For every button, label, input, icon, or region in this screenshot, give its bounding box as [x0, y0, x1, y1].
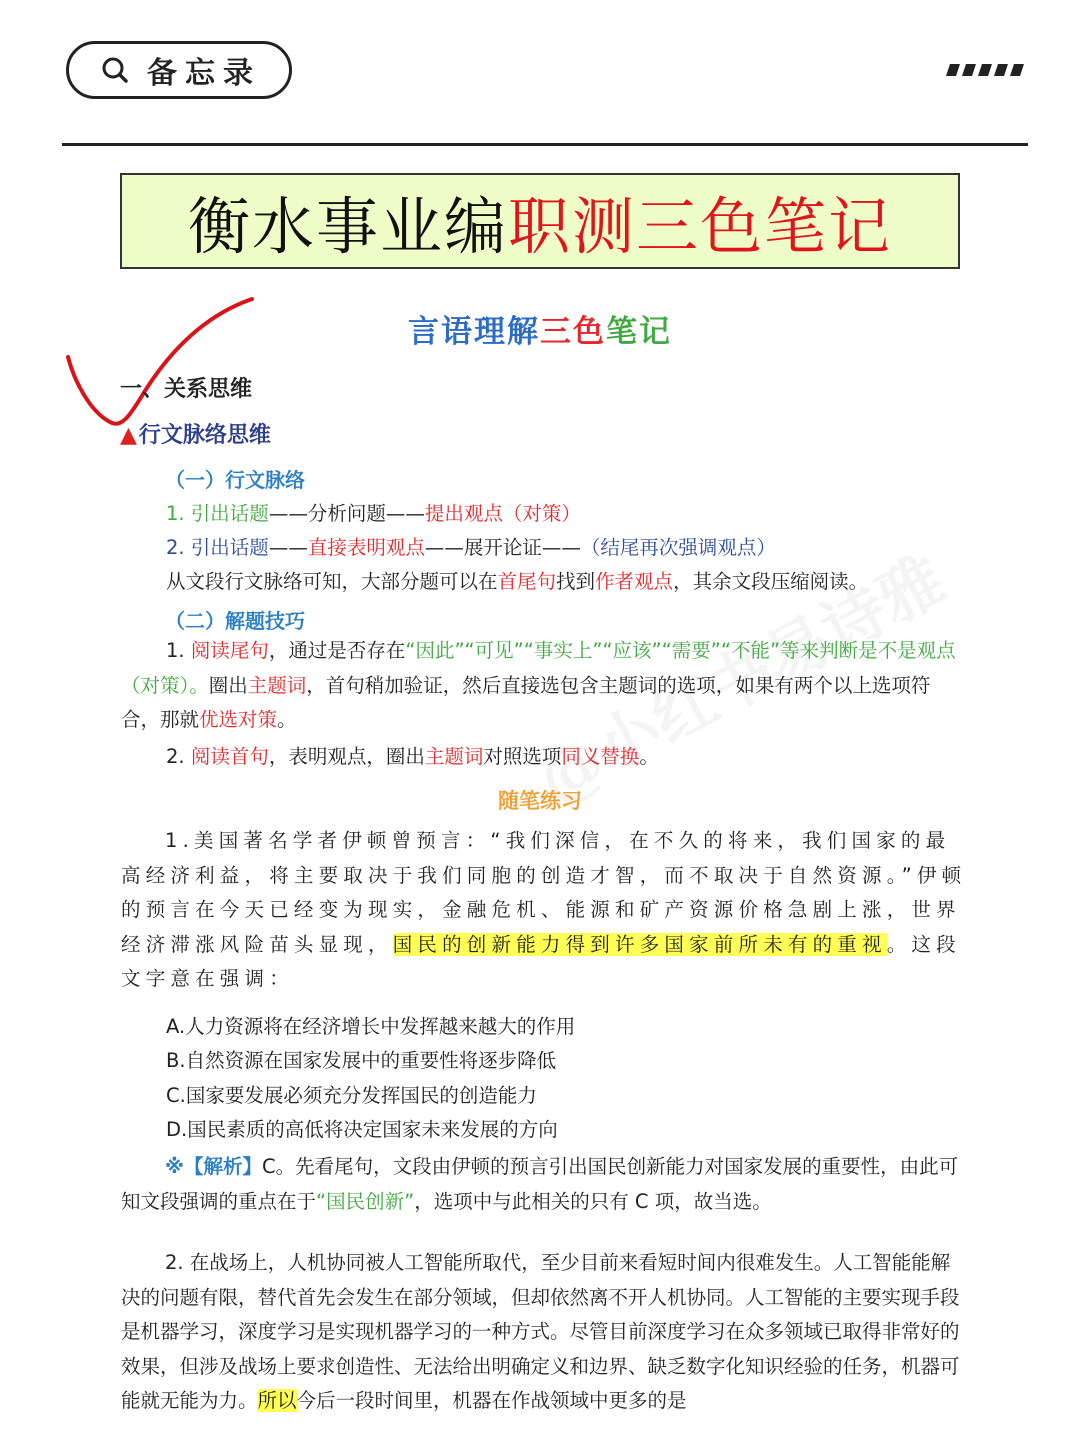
triangle-icon: ▲: [120, 423, 137, 448]
title-part2: 职测三色笔记: [508, 189, 893, 263]
text-span: ，通过是否存在: [268, 639, 406, 662]
option-b: B.自然资源在国家发展中的重要性将逐步降低: [166, 1049, 557, 1072]
text-span: 阅读首句: [190, 745, 269, 768]
text-span: 。: [639, 745, 659, 768]
heading-relation-thinking: 一、关系思维: [120, 377, 253, 402]
text-span: 主题词: [247, 673, 307, 697]
text-span: 主题词: [424, 745, 484, 768]
text-span: C。先看尾句，文段由伊顿的预言引出国民创新能力对国家发展的重要性，由此可知文段强调的重点在于: [121, 1155, 959, 1213]
text-span: ——: [268, 536, 308, 559]
text-span: 来判断是不是观点（对策）。: [121, 639, 956, 697]
search-icon: [101, 56, 129, 84]
highlighted-text: 国民的创新能力得到许多国家前所未有的重视: [392, 932, 887, 956]
text-span: “国民创新”: [316, 1189, 415, 1213]
text-span: 1. 引出话题: [166, 502, 269, 525]
subtitle-part3: 笔记: [606, 314, 672, 350]
analysis-tag: ※【解析】: [165, 1155, 262, 1178]
text-span: 2. 引出话题: [166, 536, 269, 559]
text-span: 2.: [166, 745, 191, 768]
text-span: 。: [277, 708, 297, 731]
practice-heading-label: 随笔练习: [498, 789, 582, 813]
text-span: 优选对策: [199, 708, 278, 731]
text-span: “因此”“可见”“事实上”“应该”“需要”“不能”等: [405, 639, 800, 662]
text-span: 直接表明观点: [307, 536, 425, 559]
highlighted-text: 所以: [257, 1389, 297, 1412]
text-span: 阅读尾句: [190, 639, 269, 662]
option-c: C.国家要发展必须充分发挥国民的创造能力: [166, 1084, 537, 1107]
text-span: （结尾再次强调观点）: [580, 536, 776, 559]
tip-2: [166, 741, 659, 769]
search-bar[interactable]: [66, 41, 292, 99]
subtitle-part2: 三色: [540, 314, 606, 350]
text-span: ，其余文段压缩阅读。: [673, 570, 869, 593]
subtitle-part1: 言语理解: [408, 314, 540, 350]
title-part1: 衡水事业编: [187, 189, 508, 263]
heading-context-label: 行文脉络思维: [138, 423, 271, 448]
text-span: 首尾句: [497, 570, 557, 593]
text-span: 1.美国著名学者伊顿曾预言：“我们深信，在不久的将来，我们国家的最高经济利益，将主要取决于我们同胞的创造才智，而不取决于自然资源。”伊顿的预言在今天已经变为现实，金融危机、能源和矿产资源价格急剧上涨，世界经济滞涨风险苗头显现，: [121, 829, 967, 956]
text-span: 找到: [556, 570, 596, 593]
option-a: A.人力资源将在经济增长中发挥越来越大的作用: [166, 1015, 576, 1038]
text-span: ，选项中与此相关的只有 C 项，故当选。: [414, 1189, 772, 1213]
text-span: 2. 在战场上，人机协同被人工智能所取代，至少目前来看短时间内很难发生。人工智能能解决的问题有限，替代首先会发生在部分领域，但却依然离不开人机协同。人工智能的主要实现手段是机器学习，深度学习是实现机器学习的一种方式。尽管目前深度学习在众多领域已取得非常好的效果，但涉及战场上要求创造性、无法给出明确定义和边界、缺乏数字化知识经验的任务，机器可能就无能为力。: [121, 1251, 960, 1412]
search-label: 备忘录: [147, 56, 261, 91]
text-span: 如果有两个以上选项符合，那就: [121, 673, 931, 731]
heading-part-a: （一）行文脉络: [165, 468, 305, 492]
structure-line-1: [166, 498, 581, 526]
dashes-icon[interactable]: [948, 64, 1022, 76]
page-title: [120, 173, 960, 269]
option-d: D.国民素质的高低将决定国家未来发展的方向: [166, 1118, 558, 1141]
text-span: 1.: [166, 639, 191, 662]
structure-line-3: [166, 566, 868, 594]
text-span: 提出观点（对策）: [424, 502, 581, 525]
text-span: ，表明观点，圈出: [268, 745, 425, 768]
text-span: ，首句稍加验证，然后直接选包含主题词的选项，: [306, 673, 736, 697]
text-span: 同义替换: [561, 745, 640, 768]
text-span: 作者观点: [595, 570, 674, 593]
text-span: 。这段文字意在强调：: [121, 932, 961, 990]
divider: [62, 143, 1028, 146]
question-1-stem: [121, 824, 967, 997]
tip-1: [121, 634, 967, 738]
question-2-stem: [121, 1246, 967, 1419]
text-span: 今后一段时间里，机器在作战领域中更多的是: [296, 1389, 687, 1412]
text-span: ——分析问题——: [268, 502, 425, 525]
text-span: 圈出: [208, 673, 248, 697]
text-span: 对照选项: [483, 745, 562, 768]
question-1-analysis: [121, 1150, 967, 1219]
heading-context-thinking: [120, 418, 271, 449]
text-span: ——展开论证——: [424, 536, 581, 559]
structure-line-2: [166, 532, 776, 560]
heading-part-b: （二）解题技巧: [165, 609, 305, 633]
text-span: 从文段行文脉络可知，大部分题可以在: [166, 570, 498, 593]
practice-heading: [0, 785, 1080, 815]
